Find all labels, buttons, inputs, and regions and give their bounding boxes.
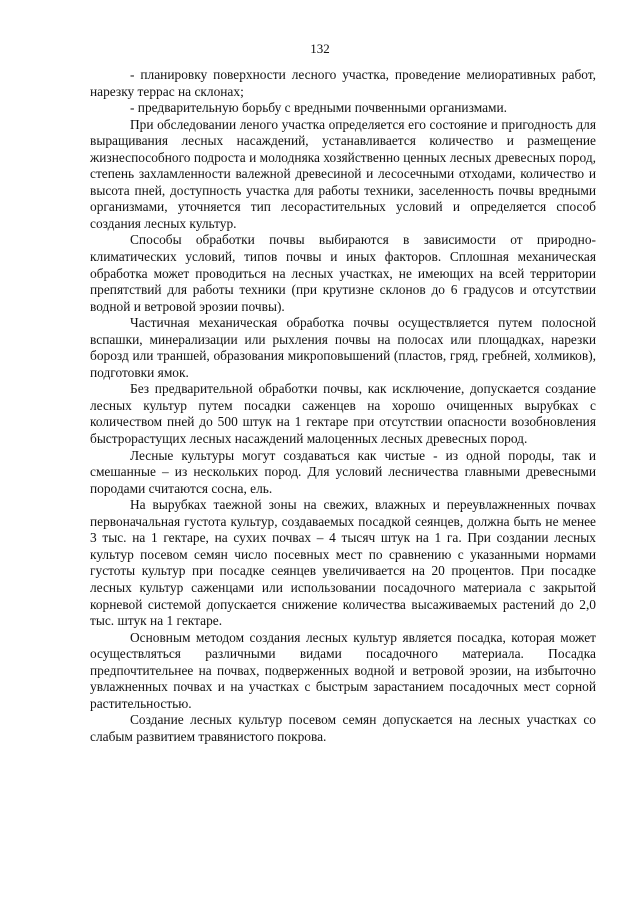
paragraph-planting-density: На вырубках таежной зоны на свежих, влажных и переувлажненных почвах первоначальная густота культур, создаваемых посадкой сеянцев, должна быть не менее 3 тыс. на 1 гектаре, на сухих почвах – 4 тысяч штук на 1 га. При создании лесных культур посевом семян число посевных мест по сравнению с указанными нормами густоты культур при посадке сеянцев увеличивается на 20 процентов. При посадке лесных культур саженцами или использовании посадочного материала с закрытой корневой системой допускается снижение количества высаживаемых растений до 2,0 тыс. штук на 1 гектаре. (90, 497, 596, 629)
list-item-soil-planning: - планировку поверхности лесного участка, проведение мелиоративных работ, нарезку террас на склонах; (90, 67, 596, 99)
document-body (90, 67, 596, 745)
list-item-pest-control: - предварительную борьбу с вредными почвенными организмами. (130, 100, 508, 116)
paragraph-site-survey: При обследовании леного участка определяется его состояние и пригодность для выращивания лесных насаждений, устанавливается количество и размещение жизнеспособного подроста и молодняка хозяйственно ценных лесных древесных пород, степень захламленности валежной древесиной и лесосечными отходами, количество и высота пней, доступность участка для работы техники, заселенность почвы вредными организмами, уточняется тип лесорастительных условий и определяется способ создания лесных культур. (90, 116, 596, 231)
paragraph-no-treatment: Без предварительной обработки почвы, как исключение, допускается создание лесных культур путем посадки саженцев на хорошо очищенных вырубках с количеством пней до 500 штук на 1 гектаре при отсутствии опасности возобновления быстрорастущих лесных насаждений малоценных лесных древесных пород. (90, 381, 596, 447)
paragraph-partial-treatment: Частичная механическая обработка почвы осуществляется путем полосной вспашки, минерализации или рыхления почвы на полосах или площадках, нарезки борозд или траншей, образования микроповышений (пластов, гряд, гребней, холмиков), подготовки ямок. (90, 315, 596, 380)
page-number: 132 (310, 41, 330, 56)
paragraph-seed-sowing: Создание лесных культур посевом семян допускается на лесных участках со слабым развитием травянистого покрова. (90, 712, 596, 744)
paragraph-planting-method: Основным методом создания лесных культур является посадка, которая может осуществляться различными видами посадочного материала. Посадка предпочтительнее на почвах, подверженных водной и ветровой эрозии, на избыточно увлажненных почвах и на участках с быстрым зарастанием посадочных мест сорной растительностью. (90, 629, 596, 711)
paragraph-soil-treatment-methods: Способы обработки почвы выбираются в зависимости от природно-климатических условий, типов почвы и иных факторов. Сплошная механическая обработка может проводиться на лесных участках, не имеющих на всей территории препятствий для работы техники (при крутизне склонов до 6 градусов и отсутствии водной и ветровой эрозии почвы). (90, 232, 596, 314)
paragraph-pure-mixed-cultures: Лесные культуры могут создаваться как чистые - из одной породы, так и смешанные – из нескольких пород. Для условий лесничества главными древесными породами считаются сосна, ель. (90, 447, 596, 496)
